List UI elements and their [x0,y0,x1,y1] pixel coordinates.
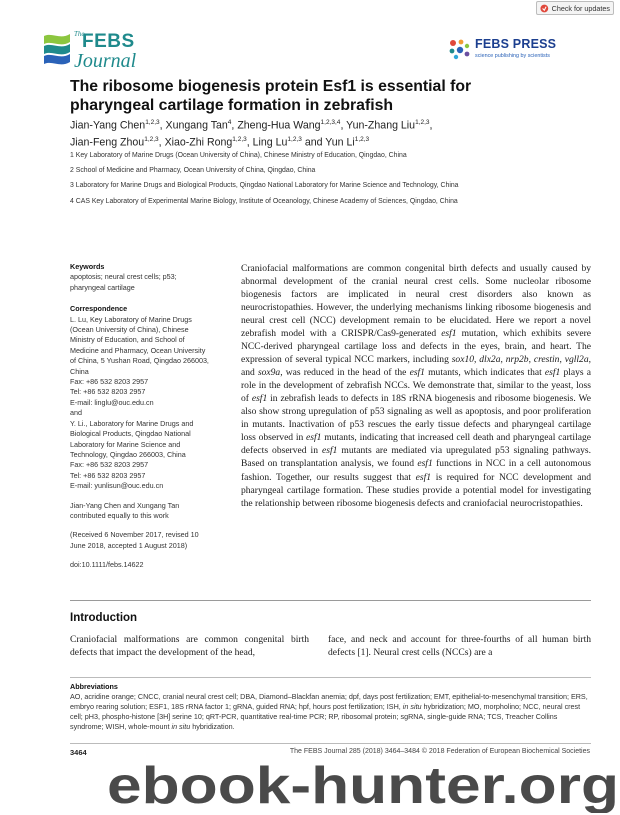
affiliation-1: 1 Key Laboratory of Marine Drugs (Ocean University of China), Chinese Ministry of Education, Qingdao, China [70,152,407,159]
text-run: mutants, indicating that increased cell death and pharyngeal cartilage defects observed in [241,432,591,457]
correspondence-line: (Ocean University of China), Chinese [70,325,189,335]
article-title-line-2: pharyngeal cartilage formation in zebrafish [70,97,394,114]
equal-contribution-line-1: Jian-Yang Chen and Xungang Tan [70,500,180,510]
author-affiliation-sup: 1,2,3 [232,135,247,143]
text-run: , [528,354,534,366]
author-line-2: Jian-Feng Zhou$^{1,2,3}$, Xiao-Zhi Rong$^{1,2,3}$, Ling Lu$^{1,2,3}$ and Yun Li$^{1,2,3}$ [70,135,370,149]
author-affiliation-sup: 1,2,3 [354,135,370,143]
journal-logo-journal: Journal [74,50,137,72]
text-run: , [559,354,565,366]
correspondence-line: Ministry of Education, and School of [70,335,185,345]
author-line-1: Jian-Yang Chen$^{1,2,3}$, Xungang Tan$^4$, Zheng-Hua Wang$^{1,2,3,4}$, Yun-Zhang Liu$^{1,2,3}$, [70,119,433,132]
article-sidebar [70,262,228,571]
febs-journal-logo [40,30,140,72]
section-divider [70,600,591,601]
author-name: Zheng-Hua Wang [237,119,321,132]
author-name: Xiao-Zhi Rong [164,136,233,149]
text-run: in zebrafish leads to defects in 18S rRNA biogenesis and ribosome biogenesis. We also show strong upregulation of p53 signaling as well as apoptosis, and poor proliferation in mutants. Inactivation of p53 rescues the early tissue defects and pharyngeal cartilage loss observed in [241,393,591,444]
author-affiliation-sup: 1,2,3 [144,135,159,143]
correspondence-heading: Correspondence [70,304,128,314]
febs-press-name: FEBS PRESS [475,37,557,51]
affiliation-4: 4 CAS Key Laboratory of Experimental Marine Biology, Institute of Oceanology, Chinese Academy of Sciences, Qingdao, China [70,197,458,205]
italic-term: esf1 [441,328,457,340]
introduction-column-2: face, and neck and account for three-fourths of all human birth defects [1]. Neural crest cells (NCCs) are a [328,634,591,659]
ebook-hunter-watermark [103,757,620,813]
text-run: hybridization. [190,722,235,731]
correspondence-line: Fax: +86 532 8203 2957 [70,460,149,470]
correspondence-line: Biological Products, Qingdao National [70,429,191,439]
watermark-text: ebook-hunter.org [107,757,619,813]
italic-term: crestin [533,354,560,366]
correspondence-line: Tel: +86 532 8203 2957 [70,470,146,480]
text-run: mutants, which indicates that [424,367,545,379]
italic-term: in situ [402,702,422,711]
text-run: functions in NCC in a cell autonomous fashion. Together, our results suggest that [241,458,591,483]
check-for-updates-button[interactable] [536,1,614,15]
received-line-1: (Received 6 November 2017, revised 10 [70,530,199,540]
author-name: Xungang Tan [165,119,228,132]
keywords-line-2: pharyngeal cartilage [70,282,135,292]
text-run: , [474,354,480,366]
article-title [70,77,590,115]
author-name: Jian-Yang Chen [70,119,146,132]
text-run: , and [241,354,591,379]
italic-term: esf1 [251,393,268,405]
author-name: Yun Li [325,136,355,149]
text-run: mutation, which exhibits severe NCC-derived pharyngeal cartilage loss and defects in the eyes, brain, and heart. The expression of several typical NCC markers, including [241,328,591,366]
abbreviations-heading: Abbreviations [70,682,118,691]
text-run: , was reduced in the head of the [280,367,410,379]
text-run: is required for NCC development and pharyngeal cartilage formation. These studies provide a potential model for investigating the relationship between ribosome biogenesis defects and craniofacial neurocristopathies. [241,471,591,509]
introduction-heading: Introduction [70,612,138,624]
author-affiliation-sup: 1,2,3 [287,135,302,143]
correspondence-line: Fax: +86 532 8203 2957 [70,377,149,387]
author-affiliation-sup: 1,2,3,4 [320,119,341,126]
text-run: mutants are mediated via upregulated p53 signaling pathways. Based on transplantation analysis, we found [241,445,591,470]
febs-press-dots-icon [447,37,471,61]
footer-divider [70,743,591,744]
correspondence-line: China [70,366,89,376]
italic-term: in situ [171,722,191,731]
italic-term: sox10 [451,354,474,366]
italic-term: esf1 [417,458,433,470]
author-name: Ling Lu [252,136,288,149]
italic-term: esf1 [306,432,322,444]
author-affiliation-sup: 4 [227,119,232,126]
text-run: Craniofacial malformations are common congenital birth defects and usually caused by abnormal development of the cranial neural crest cells. Some nucleolar ribosome biogenesis factors are implicated in neural crest disorders also known as neurocristopathies. However, the underlying mechanisms linking ribosome biogenesis and neural crest cell (NCC) development remain to be elucidated. Here we report a novel zebrafish model with a CRISPR/Cas9-generated [241,263,591,340]
journal-logo-mark-icon [40,30,76,70]
italic-term: vgll2a [564,354,589,366]
author-affiliation-sup: 1,2,3 [415,119,430,126]
italic-term: esf1 [415,471,432,483]
italic-term: sox9a [257,367,281,379]
author-name: Jian-Feng Zhou [70,136,145,149]
correspondence-line[interactable]: E-mail: linglu@ouc.edu.cn [70,397,154,407]
italic-term: esf1 [409,367,425,379]
author-list [70,116,590,149]
text-run: , [500,354,506,366]
author-affiliation-sup: 1,2,3 [145,119,160,126]
footer-citation: The FEBS Journal 285 (2018) 3464–3484 © 2018 Federation of European Biochemical Societies [289,748,590,755]
keywords-heading: Keywords [70,262,105,271]
equal-contribution-line-2: contributed equally to this work [70,510,169,520]
correspondence-block [70,315,228,492]
keywords-line-1: apoptosis; neural crest cells; p53; [70,272,177,282]
correspondence-line: Tel: +86 532 8203 2957 [70,387,146,397]
received-line-2: June 2018, accepted 1 August 2018) [70,540,188,550]
author-name: Yun-Zhang Liu [346,119,416,132]
italic-term: nrp2b [505,354,529,366]
italic-term: esf1 [322,445,338,457]
abbreviations-text [70,692,591,732]
article-title-line-1: The ribosome biogenesis protein Esf1 is essential for [70,78,472,95]
introduction-column-1: Craniofacial malformations are common congenital birth defects that impact the development of the head, [70,634,309,659]
text-run: plays a role in the development of zebrafish NCCs. We demonstrate that, similar to the yeast, loss of [241,367,591,405]
correspondence-line[interactable]: E-mail: yunlisun@ouc.edu.cn [70,481,164,491]
journal-logo-the: The [74,30,85,38]
affiliation-2: 2 School of Medicine and Pharmacy, Ocean University of China, Qingdao, China [70,167,316,175]
check-for-updates-label: Check for updates [551,3,610,13]
doi: doi:10.1111/febs.14622 [70,560,144,570]
page-number: 3464 [70,748,87,757]
updates-icon [540,4,549,13]
affiliations [70,148,600,209]
text-run: AO, acridine orange; CNCC, cranial neural crest cell; DBA, Diamond–Blackfan anemia; dpf, days post fertilization; EMT, epithelial-to-mesenchymal transition; ERS, embryo rearing solution; ESF1, 18S rRNA factor 1; gRNA, guided RNA; hpf, hours post fertilization; ISH, [70,692,588,711]
correspondence-line: L. Lu, Key Laboratory of Marine Drugs [70,314,192,324]
correspondence-line: of China, 5 Yushan Road, Qingdao 266003, [70,356,209,366]
correspondence-line: Y. Li., Laboratory for Marine Drugs and [70,418,194,428]
febs-press-tagline: science publishing by scientists [475,53,550,59]
correspondence-line: Technology, Qingdao 266003, China [70,449,186,459]
affiliation-3: 3 Laboratory for Marine Drugs and Biological Products, Qingdao National Laboratory for Marine Science and Technology, China [70,182,459,190]
correspondence-line: and [70,408,82,418]
text-run: hybridization; MO, morpholino; NCC, neural crest cell; pH3, phospho-histone [3H] serine 10; qRT-PCR, quantitative real-time PCR; RP, ribosomal protein; sgRNA, single-guide RNA; TCS, Treacher Collins syndrome; WISH, whole-mount [70,702,581,731]
correspondence-line: Medicine and Pharmacy, Ocean University [70,345,206,355]
italic-term: dlx2a [479,354,501,366]
italic-term: esf1 [544,367,561,379]
febs-press-logo [447,36,587,64]
journal-logo-febs: FEBS [82,31,135,52]
correspondence-line: Laboratory for Marine Science and [70,439,181,449]
abstract [241,262,591,510]
